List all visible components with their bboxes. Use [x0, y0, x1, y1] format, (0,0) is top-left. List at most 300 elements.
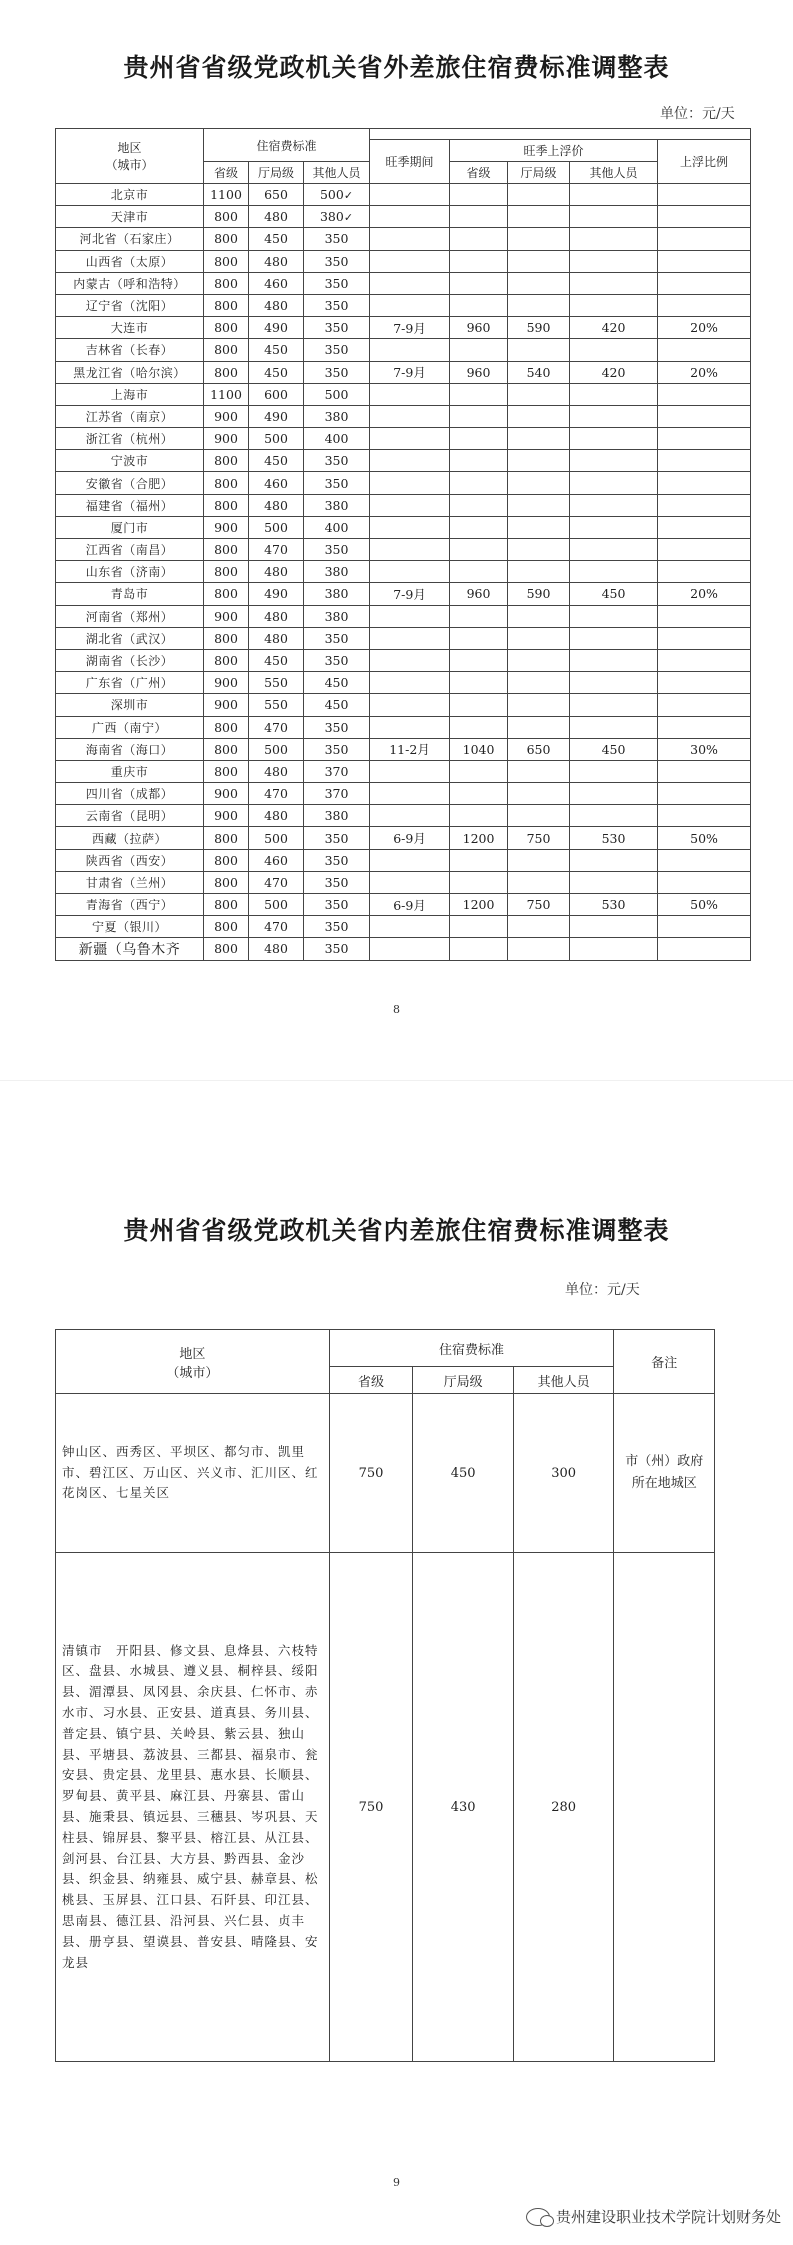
- cell-peak-others: 530: [570, 894, 658, 916]
- table-row: [56, 428, 751, 450]
- cell-ratio: 50%: [658, 894, 751, 916]
- cell-bureau: 470: [249, 539, 304, 561]
- table-row: [56, 228, 751, 250]
- cell-provincial: 800: [204, 760, 249, 782]
- header-others: 其他人员: [513, 1367, 614, 1394]
- area-list-county: 清镇市 开阳县、修文县、息烽县、六枝特区、盘县、水城县、遵义县、桐梓县、绥阳县、湄潭县、凤冈县、余庆县、仁怀市、赤水市、习水县、正安县、道真县、务川县、普定县、镇宁县、关岭县、紫云县、独山县、平塘县、荔波县、三都县、福泉市、瓮安县、贵定县、龙里县、惠水县、长顺县、罗甸县、黄平县、麻江县、丹寨县、雷山县、施秉县、镇远县、三穗县、岑巩县、天柱县、锦屏县、黎平县、榕江县、从江县、剑河县、台江县、大方县、黔西县、金沙县、织金县、纳雍县、威宁县、赫章县、松桃县、玉屏县、江口县、石阡县、印江县、思南县、德江县、沿河县、兴仁县、贞丰县、册亨县、望谟县、普安县、晴隆县、安龙县: [56, 1553, 330, 2062]
- cell-others: 350: [304, 339, 370, 361]
- table-row: [56, 583, 751, 605]
- watermark-text: 贵州建设职业技术学院计划财务处: [555, 2208, 781, 2226]
- cell-peak-provincial: [450, 294, 508, 316]
- header-remark: 备注: [614, 1330, 715, 1394]
- cell-bureau: 480: [249, 627, 304, 649]
- cell-peak-period: [370, 672, 450, 694]
- cell-region: 江西省（南昌）: [56, 539, 204, 561]
- cell-provincial: 800: [204, 206, 249, 228]
- cell-region: 青海省（西宁）: [56, 894, 204, 916]
- cell-provincial: 900: [204, 672, 249, 694]
- cell-bureau: 470: [249, 871, 304, 893]
- cell-provincial: 800: [204, 294, 249, 316]
- table-row: [56, 627, 751, 649]
- cell-others: 350: [304, 539, 370, 561]
- header-peak-price: 旺季上浮价: [450, 140, 658, 162]
- cell-region: 河南省（郑州）: [56, 605, 204, 627]
- cell-ratio: [658, 228, 751, 250]
- out-of-province-table: [55, 128, 751, 961]
- cell-others: 500✓: [304, 184, 370, 206]
- cell-others: 380: [304, 605, 370, 627]
- cell-bureau: 490: [249, 405, 304, 427]
- cell-ratio: [658, 405, 751, 427]
- cell-region: 天津市: [56, 206, 204, 228]
- cell-provincial: 800: [204, 871, 249, 893]
- cell-peak-bureau: 590: [508, 583, 570, 605]
- cell-peak-others: [570, 339, 658, 361]
- header-provincial: 省级: [204, 162, 249, 184]
- cell-peak-period: [370, 206, 450, 228]
- table-row: [56, 894, 751, 916]
- cell-provincial: 750: [329, 1394, 413, 1553]
- table-row: [56, 561, 751, 583]
- header-top-blank: [370, 129, 751, 140]
- cell-peak-provincial: [450, 694, 508, 716]
- cell-bureau: 500: [249, 827, 304, 849]
- cell-bureau: 450: [413, 1394, 514, 1553]
- cell-peak-bureau: [508, 383, 570, 405]
- cell-peak-others: [570, 849, 658, 871]
- cell-peak-bureau: [508, 694, 570, 716]
- cell-others: 350: [304, 361, 370, 383]
- cell-peak-provincial: [450, 516, 508, 538]
- table-row: [56, 605, 751, 627]
- cell-others: 350: [304, 827, 370, 849]
- cell-ratio: 30%: [658, 738, 751, 760]
- cell-provincial: 800: [204, 450, 249, 472]
- table-row: [56, 250, 751, 272]
- cell-others: 380: [304, 805, 370, 827]
- cell-region: 深圳市: [56, 694, 204, 716]
- cell-peak-period: [370, 472, 450, 494]
- cell-peak-provincial: [450, 849, 508, 871]
- cell-region: 宁夏（银川）: [56, 916, 204, 938]
- cell-ratio: [658, 450, 751, 472]
- cell-provincial: 800: [204, 649, 249, 671]
- cell-peak-others: [570, 783, 658, 805]
- cell-ratio: [658, 494, 751, 516]
- cell-others: 380: [304, 561, 370, 583]
- area-list-city: 钟山区、西秀区、平坝区、都匀市、凯里市、碧江区、万山区、兴义市、汇川区、红花岗区、七星关区: [56, 1394, 330, 1553]
- cell-peak-bureau: [508, 805, 570, 827]
- cell-peak-provincial: [450, 206, 508, 228]
- cell-provincial: 800: [204, 250, 249, 272]
- cell-region: 黑龙江省（哈尔滨）: [56, 361, 204, 383]
- cell-bureau: 480: [249, 494, 304, 516]
- header-peak-provincial: 省级: [450, 162, 508, 184]
- cell-peak-bureau: [508, 649, 570, 671]
- cell-provincial: 800: [204, 916, 249, 938]
- table-row: [56, 938, 751, 960]
- cell-peak-period: [370, 760, 450, 782]
- cell-region: 山西省（太原）: [56, 250, 204, 272]
- cell-region: 山东省（济南）: [56, 561, 204, 583]
- cell-ratio: [658, 472, 751, 494]
- table-row: [56, 694, 751, 716]
- cell-others: 350: [304, 627, 370, 649]
- table-row: [56, 1553, 715, 2062]
- cell-bureau: 490: [249, 317, 304, 339]
- cell-region: 四川省（成都）: [56, 783, 204, 805]
- cell-provincial: 800: [204, 716, 249, 738]
- header-bureau: 厅局级: [413, 1367, 514, 1394]
- cell-peak-period: [370, 783, 450, 805]
- cell-bureau: 480: [249, 294, 304, 316]
- cell-region: 海南省（海口）: [56, 738, 204, 760]
- cell-bureau: 490: [249, 583, 304, 605]
- cell-bureau: 480: [249, 805, 304, 827]
- cell-ratio: [658, 272, 751, 294]
- header-provincial: 省级: [329, 1367, 413, 1394]
- cell-bureau: 480: [249, 561, 304, 583]
- header-region: 地区 （城市）: [56, 129, 204, 184]
- cell-peak-period: [370, 428, 450, 450]
- cell-others: 350: [304, 716, 370, 738]
- cell-others: 350: [304, 317, 370, 339]
- cell-bureau: 460: [249, 472, 304, 494]
- cell-peak-period: [370, 339, 450, 361]
- cell-peak-period: [370, 383, 450, 405]
- cell-others: 380: [304, 405, 370, 427]
- cell-peak-bureau: 750: [508, 894, 570, 916]
- cell-peak-period: [370, 627, 450, 649]
- cell-region: 云南省（昆明）: [56, 805, 204, 827]
- cell-peak-bureau: [508, 760, 570, 782]
- cell-ratio: [658, 627, 751, 649]
- cell-peak-period: [370, 561, 450, 583]
- table-row: [56, 494, 751, 516]
- cell-peak-bureau: 540: [508, 361, 570, 383]
- table-row: [56, 184, 751, 206]
- cell-region: 北京市: [56, 184, 204, 206]
- cell-ratio: [658, 539, 751, 561]
- cell-bureau: 450: [249, 228, 304, 250]
- cell-others: 350: [304, 916, 370, 938]
- header-others: 其他人员: [304, 162, 370, 184]
- cell-region: 重庆市: [56, 760, 204, 782]
- cell-provincial: 800: [204, 339, 249, 361]
- cell-others: 450: [304, 694, 370, 716]
- table-row: [56, 294, 751, 316]
- table-row: [56, 516, 751, 538]
- table-row: [56, 317, 751, 339]
- cell-peak-bureau: [508, 184, 570, 206]
- cell-peak-others: [570, 450, 658, 472]
- cell-peak-period: 6-9月: [370, 827, 450, 849]
- cell-provincial: 800: [204, 561, 249, 583]
- cell-ratio: 20%: [658, 361, 751, 383]
- cell-peak-provincial: 960: [450, 361, 508, 383]
- cell-peak-bureau: [508, 561, 570, 583]
- cell-region: 宁波市: [56, 450, 204, 472]
- cell-bureau: 460: [249, 849, 304, 871]
- cell-bureau: 470: [249, 783, 304, 805]
- cell-others: 380: [304, 583, 370, 605]
- unit-label: 单位：元/天: [565, 1282, 640, 1298]
- cell-peak-bureau: [508, 627, 570, 649]
- cell-peak-period: 7-9月: [370, 361, 450, 383]
- cell-region: 大连市: [56, 317, 204, 339]
- cell-bureau: 550: [249, 694, 304, 716]
- wechat-icon: [526, 2208, 550, 2226]
- table-row: [56, 916, 751, 938]
- cell-peak-period: [370, 294, 450, 316]
- cell-ratio: [658, 916, 751, 938]
- cell-bureau: 500: [249, 894, 304, 916]
- cell-peak-bureau: [508, 450, 570, 472]
- cell-bureau: 480: [249, 206, 304, 228]
- table-row: [56, 405, 751, 427]
- cell-peak-period: [370, 938, 450, 960]
- cell-ratio: [658, 605, 751, 627]
- cell-peak-provincial: [450, 405, 508, 427]
- table-row: [56, 738, 751, 760]
- cell-bureau: 480: [249, 250, 304, 272]
- cell-peak-provincial: [450, 760, 508, 782]
- cell-peak-provincial: [450, 783, 508, 805]
- header-standard: 住宿费标准: [329, 1330, 614, 1367]
- cell-others: 400: [304, 516, 370, 538]
- table-row: [56, 649, 751, 671]
- cell-ratio: [658, 938, 751, 960]
- cell-region: 湖南省（长沙）: [56, 649, 204, 671]
- cell-peak-provincial: [450, 805, 508, 827]
- cell-others: 370: [304, 760, 370, 782]
- cell-peak-others: [570, 672, 658, 694]
- cell-peak-others: [570, 494, 658, 516]
- cell-bureau: 480: [249, 760, 304, 782]
- cell-peak-provincial: [450, 716, 508, 738]
- cell-peak-bureau: 650: [508, 738, 570, 760]
- cell-others: 380✓: [304, 206, 370, 228]
- cell-peak-provincial: [450, 272, 508, 294]
- cell-ratio: [658, 783, 751, 805]
- cell-peak-bureau: [508, 605, 570, 627]
- cell-region: 青岛市: [56, 583, 204, 605]
- cell-peak-others: [570, 871, 658, 893]
- cell-peak-bureau: [508, 672, 570, 694]
- cell-peak-provincial: 1040: [450, 738, 508, 760]
- cell-region: 吉林省（长春）: [56, 339, 204, 361]
- cell-peak-bureau: [508, 206, 570, 228]
- cell-bureau: 480: [249, 605, 304, 627]
- cell-provincial: 800: [204, 627, 249, 649]
- cell-ratio: [658, 339, 751, 361]
- cell-provincial: 800: [204, 272, 249, 294]
- table-row: [56, 871, 751, 893]
- tick-mark: ✓: [343, 211, 354, 225]
- cell-provincial: 900: [204, 783, 249, 805]
- cell-peak-period: [370, 250, 450, 272]
- cell-bureau: 550: [249, 672, 304, 694]
- cell-ratio: [658, 294, 751, 316]
- cell-provincial: 750: [329, 1553, 413, 2062]
- cell-peak-provincial: 960: [450, 317, 508, 339]
- cell-provincial: 800: [204, 827, 249, 849]
- in-province-table: [55, 1329, 715, 2062]
- cell-peak-others: [570, 272, 658, 294]
- cell-peak-provincial: [450, 539, 508, 561]
- cell-others: 450: [304, 672, 370, 694]
- cell-provincial: 800: [204, 849, 249, 871]
- cell-region: 西藏（拉萨）: [56, 827, 204, 849]
- table-row: [56, 206, 751, 228]
- cell-region: 广西（南宁）: [56, 716, 204, 738]
- table-row: [56, 361, 751, 383]
- table-row: [56, 472, 751, 494]
- cell-peak-others: [570, 250, 658, 272]
- cell-others: 350: [304, 938, 370, 960]
- cell-provincial: 800: [204, 228, 249, 250]
- cell-peak-period: [370, 694, 450, 716]
- cell-region: 辽宁省（沈阳）: [56, 294, 204, 316]
- table-row: [56, 805, 751, 827]
- cell-provincial: 800: [204, 317, 249, 339]
- cell-region: 安徽省（合肥）: [56, 472, 204, 494]
- header-bureau: 厅局级: [249, 162, 304, 184]
- cell-peak-provincial: [450, 938, 508, 960]
- cell-region: 甘肃省（兰州）: [56, 871, 204, 893]
- cell-peak-period: [370, 516, 450, 538]
- cell-others: 500: [304, 383, 370, 405]
- cell-peak-others: [570, 605, 658, 627]
- cell-others: 350: [304, 450, 370, 472]
- cell-peak-provincial: [450, 627, 508, 649]
- cell-region: 江苏省（南京）: [56, 405, 204, 427]
- cell-ratio: [658, 672, 751, 694]
- page-title: 贵州省省级党政机关省外差旅住宿费标准调整表: [123, 53, 670, 82]
- cell-peak-others: [570, 938, 658, 960]
- cell-peak-provincial: [450, 339, 508, 361]
- header-peak-bureau: 厅局级: [508, 162, 570, 184]
- cell-peak-period: [370, 805, 450, 827]
- header-standard: 住宿费标准: [204, 129, 370, 162]
- cell-peak-bureau: [508, 539, 570, 561]
- cell-region: 河北省（石家庄）: [56, 228, 204, 250]
- header-peak-period: 旺季期间: [370, 140, 450, 184]
- cell-peak-bureau: [508, 428, 570, 450]
- cell-peak-others: [570, 916, 658, 938]
- cell-peak-others: [570, 516, 658, 538]
- table-row: [56, 716, 751, 738]
- header-region: 地区 （城市）: [56, 1330, 330, 1394]
- cell-provincial: 800: [204, 361, 249, 383]
- cell-region: 浙江省（杭州）: [56, 428, 204, 450]
- cell-others: 370: [304, 783, 370, 805]
- table-row: [56, 450, 751, 472]
- cell-peak-bureau: [508, 871, 570, 893]
- cell-bureau: 650: [249, 184, 304, 206]
- cell-peak-others: [570, 561, 658, 583]
- cell-peak-provincial: [450, 672, 508, 694]
- table-row: [56, 783, 751, 805]
- cell-bureau: 460: [249, 272, 304, 294]
- cell-peak-period: [370, 871, 450, 893]
- cell-peak-period: [370, 184, 450, 206]
- cell-provincial: 800: [204, 583, 249, 605]
- watermark: [526, 2206, 781, 2227]
- header-ratio: 上浮比例: [658, 140, 751, 184]
- cell-ratio: 20%: [658, 583, 751, 605]
- cell-peak-period: [370, 539, 450, 561]
- cell-peak-provincial: [450, 605, 508, 627]
- cell-peak-period: [370, 649, 450, 671]
- cell-peak-others: [570, 472, 658, 494]
- cell-peak-bureau: [508, 849, 570, 871]
- cell-peak-provincial: [450, 250, 508, 272]
- cell-provincial: 1100: [204, 383, 249, 405]
- cell-peak-others: [570, 716, 658, 738]
- cell-peak-period: [370, 405, 450, 427]
- table-row: [56, 383, 751, 405]
- cell-bureau: 450: [249, 450, 304, 472]
- cell-peak-bureau: [508, 228, 570, 250]
- cell-peak-provincial: 1200: [450, 827, 508, 849]
- cell-region: 上海市: [56, 383, 204, 405]
- cell-others: 280: [513, 1553, 614, 2062]
- table-row: [56, 1394, 715, 1553]
- cell-provincial: 800: [204, 738, 249, 760]
- cell-ratio: [658, 516, 751, 538]
- cell-peak-others: 450: [570, 583, 658, 605]
- cell-ratio: 20%: [658, 317, 751, 339]
- cell-provincial: 800: [204, 938, 249, 960]
- cell-others: 350: [304, 250, 370, 272]
- cell-provincial: 800: [204, 494, 249, 516]
- cell-ratio: [658, 649, 751, 671]
- cell-peak-provincial: [450, 472, 508, 494]
- cell-region: 内蒙古（呼和浩特）: [56, 272, 204, 294]
- cell-peak-others: [570, 184, 658, 206]
- cell-peak-period: 11-2月: [370, 738, 450, 760]
- cell-provincial: 900: [204, 605, 249, 627]
- table-row: [56, 760, 751, 782]
- cell-peak-provincial: [450, 561, 508, 583]
- cell-others: 300: [513, 1394, 614, 1553]
- cell-ratio: [658, 716, 751, 738]
- cell-peak-period: 7-9月: [370, 583, 450, 605]
- cell-bureau: 500: [249, 738, 304, 760]
- cell-peak-others: [570, 383, 658, 405]
- table-row: [56, 539, 751, 561]
- cell-peak-period: [370, 605, 450, 627]
- cell-bureau: 500: [249, 428, 304, 450]
- cell-peak-period: [370, 228, 450, 250]
- cell-peak-bureau: [508, 783, 570, 805]
- table-row: [56, 827, 751, 849]
- cell-peak-bureau: [508, 250, 570, 272]
- page-1: [0, 0, 793, 1080]
- cell-bureau: 600: [249, 383, 304, 405]
- cell-peak-bureau: [508, 516, 570, 538]
- cell-others: 350: [304, 849, 370, 871]
- table-row: [56, 339, 751, 361]
- cell-peak-period: [370, 849, 450, 871]
- cell-peak-period: [370, 716, 450, 738]
- cell-region: 新疆（乌鲁木齐: [56, 938, 204, 960]
- cell-ratio: [658, 805, 751, 827]
- cell-provincial: 900: [204, 405, 249, 427]
- cell-peak-period: 6-9月: [370, 894, 450, 916]
- cell-peak-provincial: [450, 428, 508, 450]
